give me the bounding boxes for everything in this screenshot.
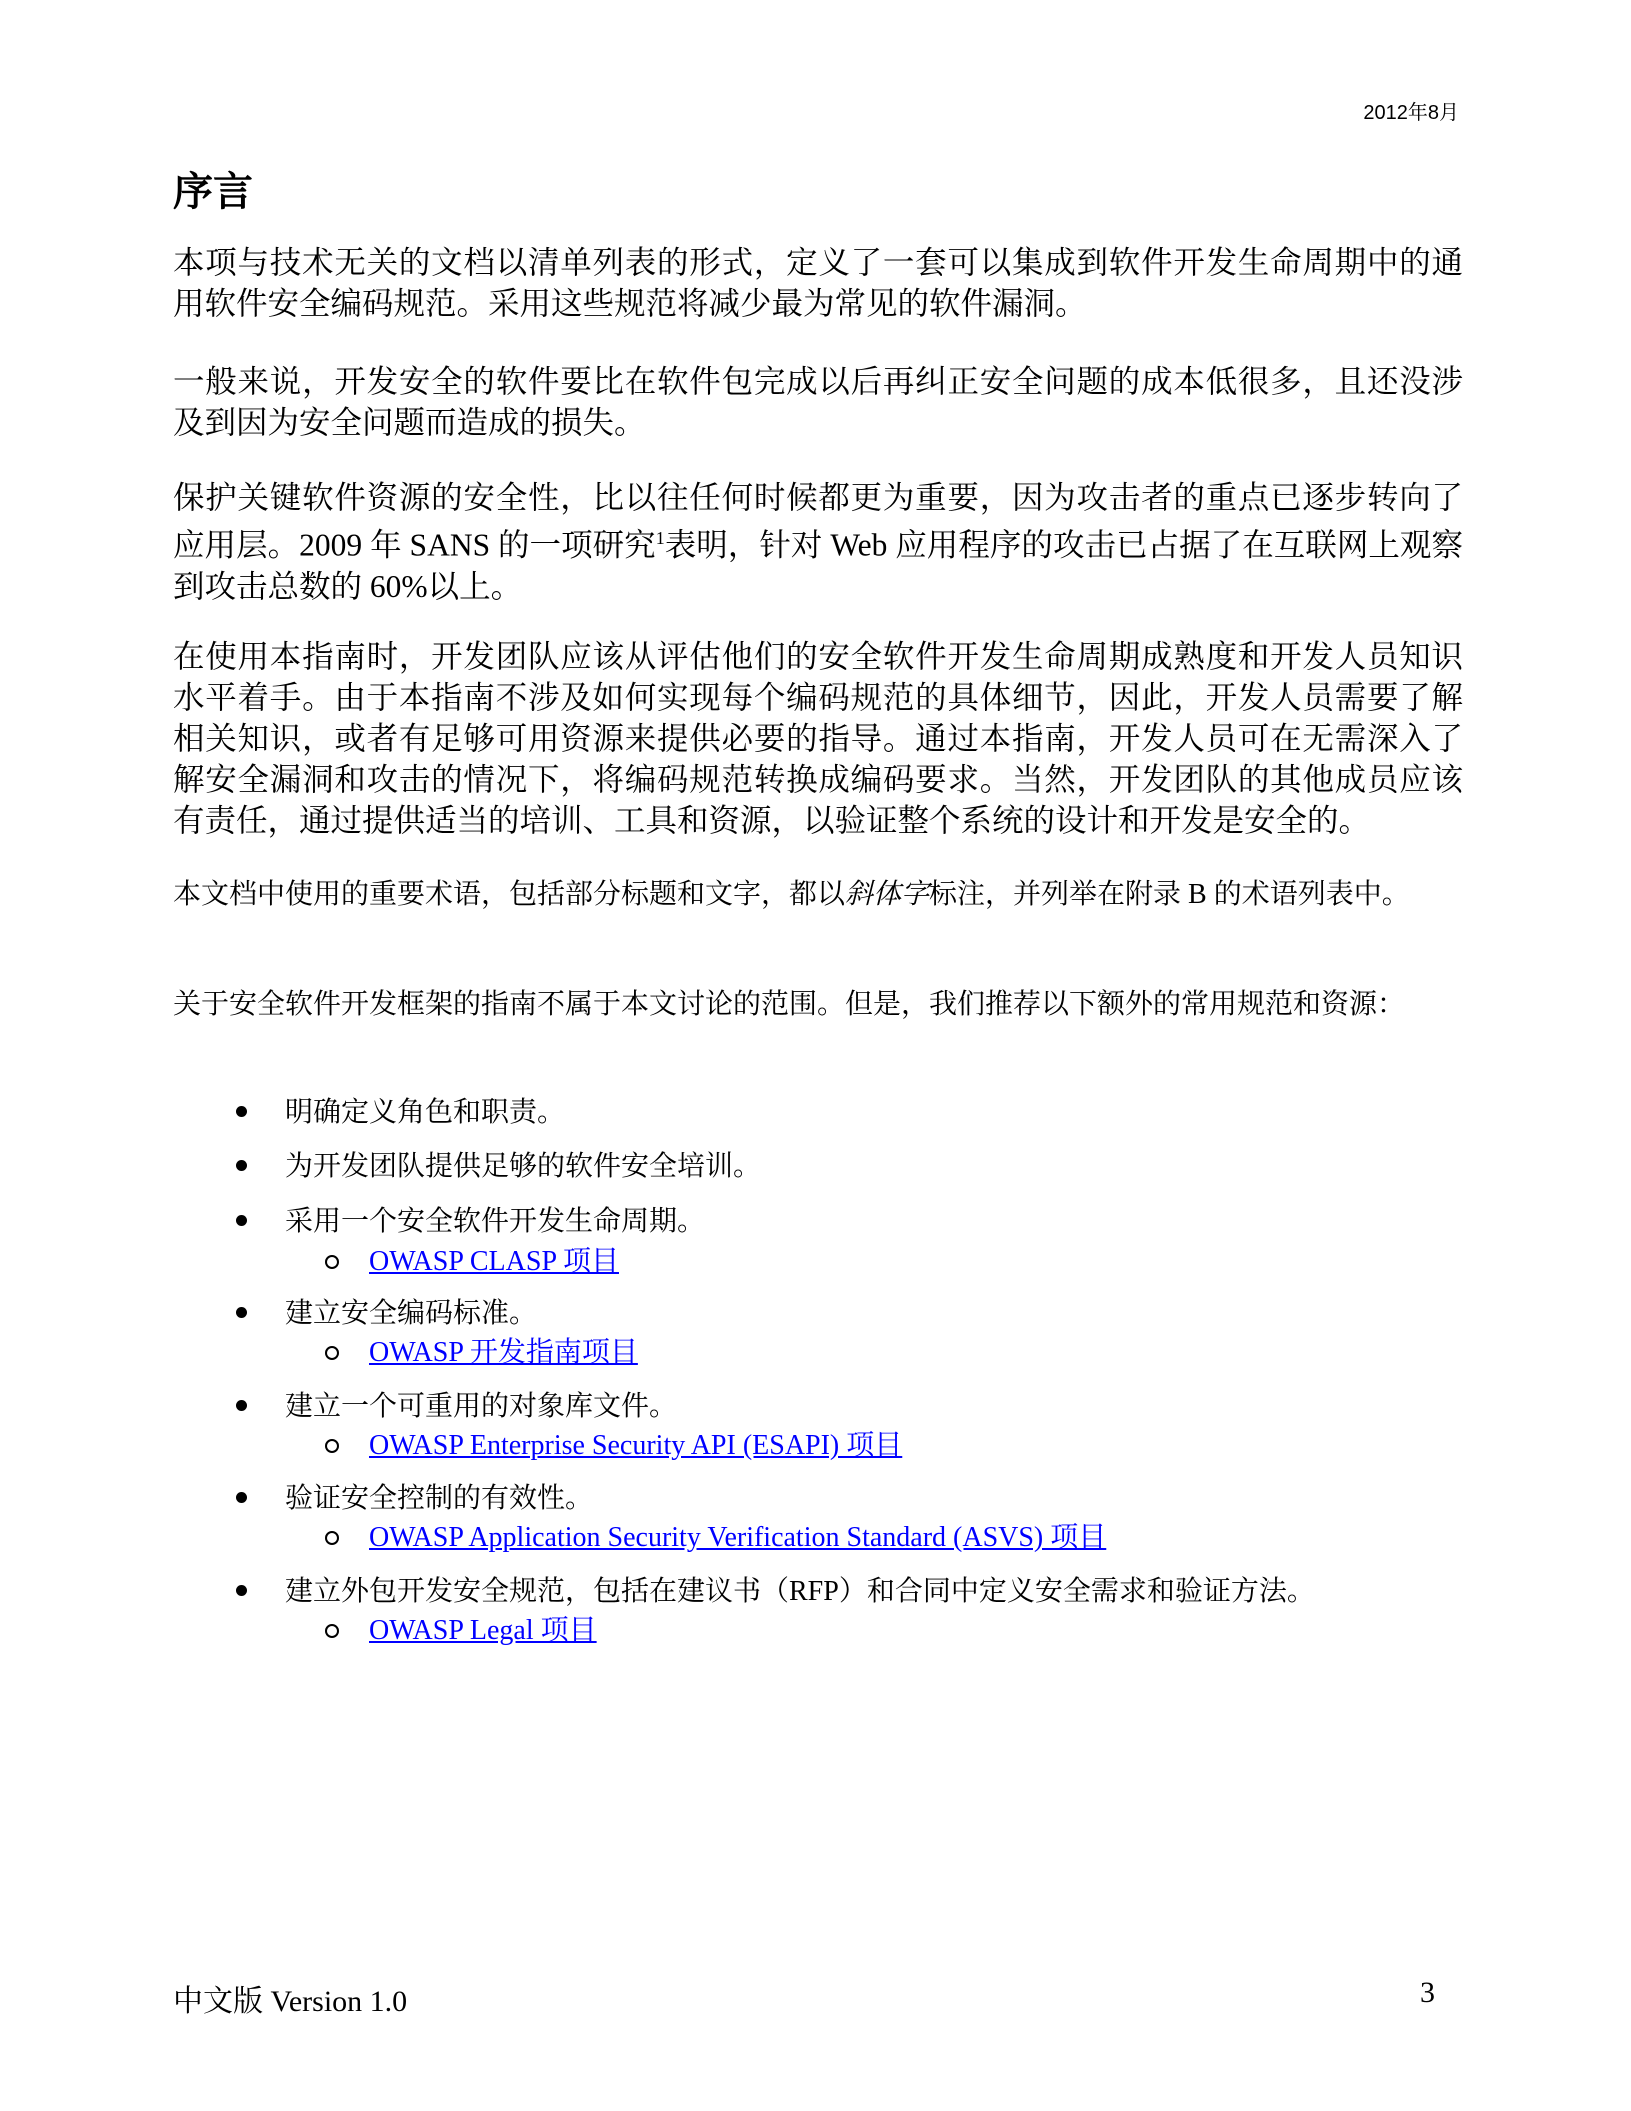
paragraph-3 xyxy=(173,477,1463,607)
owasp-clasp-link[interactable]: OWASP CLASP 项目 xyxy=(369,1246,619,1277)
bullet-icon xyxy=(236,1307,247,1318)
bullet-icon xyxy=(236,1160,247,1171)
sub-item xyxy=(325,1613,597,1649)
bullet-icon xyxy=(236,1106,247,1117)
text: 标注，并列举在附录 B 的术语列表中。 xyxy=(929,879,1410,910)
bullet-text: 建立安全编码标准。 xyxy=(285,1298,538,1329)
text: 本文档中使用的重要术语，包括部分标题和文字，都以 xyxy=(173,879,846,910)
bullet-item xyxy=(236,1481,593,1517)
circle-bullet-icon xyxy=(325,1531,339,1545)
sub-item xyxy=(325,1244,619,1280)
bullet-text: 建立外包开发安全规范，包括在建议书（RFP）和合同中定义安全需求和验证方法。 xyxy=(285,1576,1315,1607)
text: 表明，针对 Web 应用程序的攻击已占据了在互联网上观察到攻击总数的 60%以上。 xyxy=(173,527,1463,604)
bullet-icon xyxy=(236,1585,247,1596)
paragraph-5 xyxy=(173,876,1423,913)
circle-bullet-icon xyxy=(325,1624,339,1638)
bullet-text: 验证安全控制的有效性。 xyxy=(285,1483,594,1514)
sub-item xyxy=(325,1335,638,1371)
bullet-icon xyxy=(236,1492,247,1503)
bullet-icon xyxy=(236,1215,247,1226)
bullet-item xyxy=(236,1149,761,1185)
bullet-item xyxy=(236,1095,565,1131)
owasp-dev-guide-link[interactable]: OWASP 开发指南项目 xyxy=(369,1337,638,1368)
bullet-text: 为开发团队提供足够的软件安全培训。 xyxy=(285,1151,762,1182)
sub-item xyxy=(325,1520,1106,1556)
paragraph-6: 关于安全软件开发框架的指南不属于本文讨论的范围。但是，我们推荐以下额外的常用规范和资源： xyxy=(173,989,1406,1020)
paragraph-1: 本项与技术无关的文档以清单列表的形式，定义了一套可以集成到软件开发生命周期中的通用软件安全编码规范。采用这些规范将减少最为常见的软件漏洞。 xyxy=(173,245,1463,321)
circle-bullet-icon xyxy=(325,1346,339,1360)
bullet-text: 采用一个安全软件开发生命周期。 xyxy=(285,1206,706,1237)
bullet-icon xyxy=(236,1400,247,1411)
owasp-legal-link[interactable]: OWASP Legal 项目 xyxy=(369,1615,597,1646)
owasp-asvs-link[interactable]: OWASP Application Security Verification Standard (ASVS) 项目 xyxy=(369,1522,1107,1553)
footer-version: 中文版 Version 1.0 xyxy=(173,1985,408,2018)
bullet-item xyxy=(236,1574,1315,1610)
footnote-ref[interactable]: 1 xyxy=(655,528,665,548)
circle-bullet-icon xyxy=(325,1439,339,1453)
bullet-text: 建立一个可重用的对象库文件。 xyxy=(285,1391,678,1422)
bullet-item xyxy=(236,1389,677,1425)
paragraph-4: 在使用本指南时，开发团队应该从评估他们的安全软件开发生命周期成熟度和开发人员知识水平着手。由于本指南不涉及如何实现每个编码规范的具体细节，因此，开发人员需要了解相关知识，或者有足够可用资源来提供必要的指导。通过本指南，开发人员可在无需深入了解安全漏洞和攻击的情况下，将编码规范转换成编码要求。当然，开发团队的其他成员应该有责任，通过提供适当的培训、工具和资源，以验证整个系统的设计和开发是安全的。 xyxy=(173,639,1463,838)
bullet-text: 明确定义角色和职责。 xyxy=(285,1097,566,1128)
bullet-item xyxy=(236,1204,705,1240)
sub-item xyxy=(325,1428,902,1464)
italic-term: 斜体字 xyxy=(845,879,930,910)
header-date: 2012年8月 xyxy=(1363,102,1459,124)
paragraph-2: 一般来说，开发安全的软件要比在软件包完成以后再纠正安全问题的成本低很多，且还没涉及到因为安全问题而造成的损失。 xyxy=(173,364,1463,440)
text: 保护关键软件资源的安全性，比以往任何时候都更为重要，因为攻击者的重点已逐步转向了应用层。2009 年 SANS 的一项研究 xyxy=(173,480,1463,563)
bullet-item xyxy=(236,1296,537,1332)
circle-bullet-icon xyxy=(325,1255,339,1269)
page-title: 序言 xyxy=(173,169,253,214)
page-number: 3 xyxy=(1420,1976,1435,2009)
owasp-esapi-link[interactable]: OWASP Enterprise Security API (ESAPI) 项目 xyxy=(369,1430,903,1461)
